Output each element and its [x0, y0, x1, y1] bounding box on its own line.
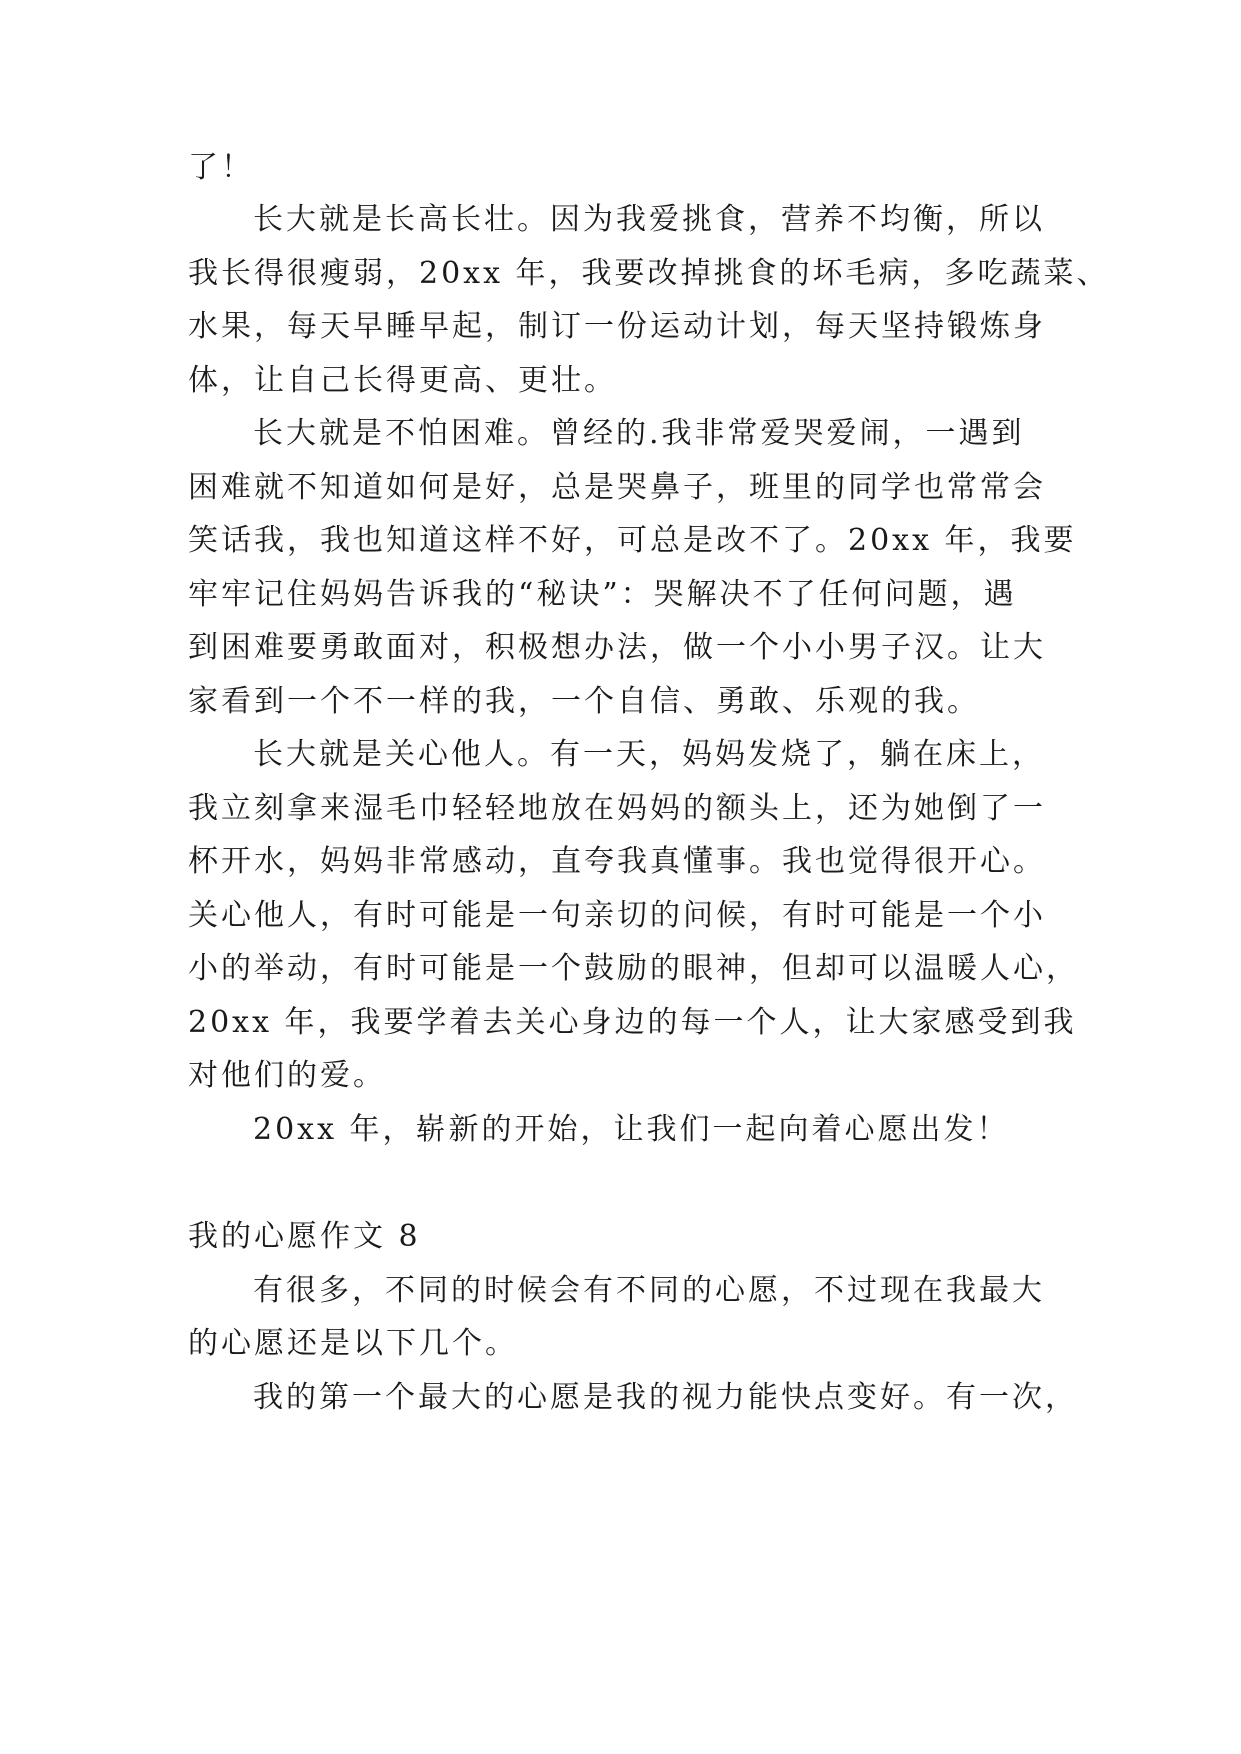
- text-line: 小的举动，有时可能是一个鼓励的眼神，但却可以温暖人心，: [188, 951, 1079, 986]
- text-line: 了！: [188, 150, 254, 185]
- paragraph-first-line: 20xx 年，崭新的开始，让我们一起向着心愿出发！: [253, 1112, 1010, 1147]
- text-line: 我长得很瘦弱，20xx 年，我要改掉挑食的坏毛病，多吃蔬菜、: [188, 256, 1110, 291]
- paragraph-first-line: 我的第一个最大的心愿是我的视力能快点变好。有一次，: [253, 1380, 1078, 1415]
- text-line: 杯开水，妈妈非常感动，直夸我真懂事。我也觉得很开心。: [188, 844, 1046, 879]
- text-line: 体，让自己长得更高、更壮。: [188, 363, 617, 398]
- text-line: 水果，每天早睡早起，制订一份运动计划，每天坚持锻炼身: [188, 309, 1046, 344]
- paragraph-first-line: 长大就是关心他人。有一天，妈妈发烧了，躺在床上，: [253, 737, 1045, 772]
- text-line: 对他们的爱。: [188, 1058, 386, 1093]
- text-line: 我立刻拿来湿毛巾轻轻地放在妈妈的额头上，还为她倒了一: [188, 791, 1046, 826]
- text-line: 家看到一个不一样的我，一个自信、勇敢、乐观的我。: [188, 684, 980, 719]
- paragraph-first-line: 有很多，不同的时候会有不同的心愿，不过现在我最大: [253, 1273, 1045, 1308]
- section-heading: 我的心愿作文 8: [188, 1219, 421, 1254]
- text-line: 牢牢记住妈妈告诉我的“秘诀”：哭解决不了任何问题，遇: [188, 577, 1017, 612]
- text-line: 关心他人，有时可能是一句亲切的问候，有时可能是一个小: [188, 898, 1046, 933]
- paragraph-first-line: 长大就是长高长壮。因为我爱挑食，营养不均衡，所以: [253, 202, 1045, 237]
- text-line: 笑话我，我也知道这样不好，可总是改不了。20xx 年，我要: [188, 523, 1077, 558]
- text-line: 到困难要勇敢面对，积极想办法，做一个小小男子汉。让大: [188, 630, 1046, 665]
- text-line: 20xx 年，我要学着去关心身边的每一个人，让大家感受到我: [188, 1005, 1077, 1040]
- text-line: 的心愿还是以下几个。: [188, 1326, 518, 1361]
- paragraph-first-line: 长大就是不怕困难。曾经的.我非常爱哭爱闹，一遇到: [253, 416, 1025, 451]
- text-line: 困难就不知道如何是好，总是哭鼻子，班里的同学也常常会: [188, 470, 1046, 505]
